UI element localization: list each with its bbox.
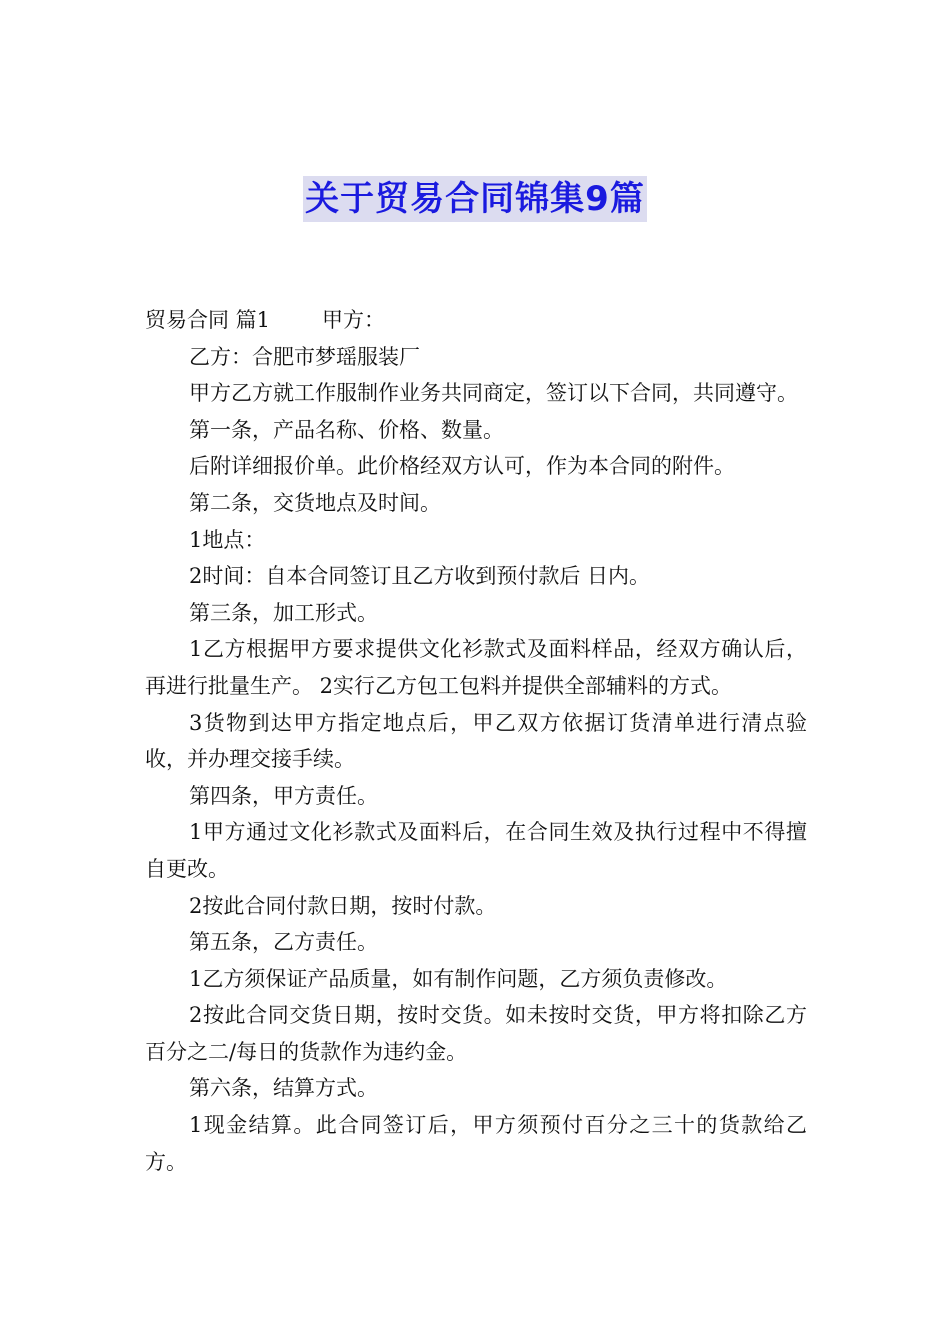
paragraph: 后附详细报价单。此价格经双方认可，作为本合同的附件。 xyxy=(189,454,735,479)
paragraph: 甲方乙方就工作服制作业务共同商定，签订以下合同，共同遵守。 xyxy=(189,381,798,406)
paragraph: 1乙方根据甲方要求提供文化衫款式及面料样品，经双方确认后，再进行批量生产。 2实行乙方包工包料并提供全部辅料的方式。 xyxy=(145,637,807,698)
paragraph: 2按此合同付款日期，按时付款。 xyxy=(189,893,497,918)
party-a-label: 甲方： xyxy=(322,308,386,332)
paragraph: 3货物到达甲方指定地点后，甲乙双方依据订货清单进行清点验收，并办理交接手续。 xyxy=(145,710,807,772)
document-title: 关于贸易合同锦集9篇 xyxy=(303,176,647,222)
paragraph: 1甲方通过文化衫款式及面料后，在合同生效及执行过程中不得擅自更改。 xyxy=(145,820,807,881)
paragraph: 乙方：合肥市梦瑶服装厂 xyxy=(189,344,420,369)
paragraph: 第三条，加工形式。 xyxy=(189,600,378,625)
paragraph: 1地点： xyxy=(189,527,266,552)
paragraph: 1现金结算。此合同签订后，甲方须预付百分之三十的货款给乙方。 xyxy=(145,1113,807,1174)
paragraph: 1乙方须保证产品质量，如有制作问题，乙方须负责修改。 xyxy=(189,966,728,991)
paragraph: 第一条，产品名称、价格、数量。 xyxy=(189,417,504,442)
paragraph: 第六条，结算方式。 xyxy=(189,1076,378,1101)
paragraph: 第二条，交货地点及时间。 xyxy=(189,490,441,515)
paragraph: 第四条，甲方责任。 xyxy=(189,783,378,808)
first-line xyxy=(145,302,807,339)
title-container xyxy=(0,176,950,222)
section-heading: 贸易合同 篇1 xyxy=(145,308,271,332)
paragraph: 2按此合同交货日期，按时交货。如未按时交货，甲方将扣除乙方百分之二/每日的货款作为违约金。 xyxy=(145,1003,807,1064)
document-body xyxy=(145,302,807,1180)
paragraph: 第五条，乙方责任。 xyxy=(189,930,378,955)
paragraph: 2时间：自本合同签订且乙方收到预付款后 日内。 xyxy=(189,564,651,589)
